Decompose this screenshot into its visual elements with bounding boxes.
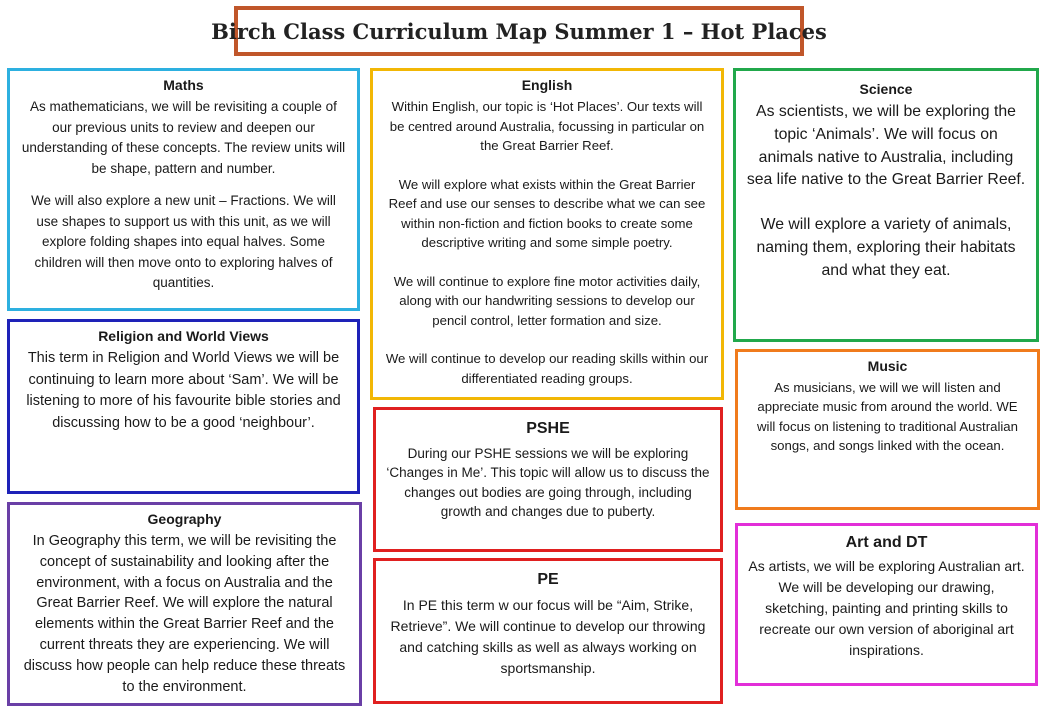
art-paragraph-1: As artists, we will be exploring Australian art. We will be developing our drawing, sketching, painting and printing skills to recreate our own version of aboriginal art inspirations. bbox=[748, 558, 1025, 658]
maths-heading: Maths bbox=[163, 77, 204, 93]
music-panel bbox=[735, 349, 1040, 510]
english-paragraph-2: We will explore what exists within the Great Barrier Reef and use our senses to describe what we can see within non-fiction and fiction books to create some descriptive writing and some simple poetry. bbox=[388, 176, 706, 250]
pe-heading: PE bbox=[537, 571, 559, 588]
maths-paragraph-1: As mathematicians, we will be revisiting a couple of our previous units to review and deepen our understanding of these concepts. The review units will be shape, pattern and number. bbox=[21, 99, 346, 176]
geography-paragraph-1: In Geography this term, we will be revisiting the concept of sustainability and looking after the environment, with a focus on Australia and the Great Barrier Reef. We will explore the natural elements within the Great Barrier Reef and the current threats they are experiencing. We will discuss how people can help reduce these threats to the environment. bbox=[23, 533, 346, 695]
pshe-paragraph-1: During our PSHE sessions we will be exploring ‘Changes in Me’. This topic will allow us to discuss the changes out bodies are going through, including growth and changes due to puberty. bbox=[386, 446, 710, 519]
art-heading: Art and DT bbox=[845, 534, 928, 551]
religion-world-views-panel bbox=[7, 319, 360, 494]
pshe-panel bbox=[373, 407, 723, 552]
rwv-heading: Religion and World Views bbox=[98, 328, 269, 344]
pe-panel bbox=[373, 558, 723, 704]
english-heading: English bbox=[521, 77, 573, 93]
pshe-heading: PSHE bbox=[526, 420, 570, 437]
science-paragraph-2: We will explore a variety of animals, naming them, exploring their habitats and what they eat. bbox=[756, 216, 1016, 279]
english-paragraph-4: We will continue to develop our reading skills within our differentiated reading groups. bbox=[385, 351, 709, 386]
page-title: Birch Class Curriculum Map Summer 1 – Hot Places bbox=[234, 6, 804, 56]
rwv-paragraph-1: This term in Religion and World Views we will be continuing to learn more about ‘Sam’. We will be listening to more of his favourite bible stories and discussing how to be a good ‘neighbour’. bbox=[26, 350, 341, 431]
science-paragraph-1: As scientists, we will be exploring the topic ‘Animals’. We will focus on animals native to Australia, including sea life native to the Great Barrier Reef. bbox=[746, 103, 1026, 189]
english-paragraph-3: We will continue to explore fine motor activities daily, along with our handwriting sessions to develop our pencil control, letter formation and size. bbox=[393, 273, 701, 328]
english-panel bbox=[370, 68, 724, 400]
science-panel bbox=[733, 68, 1039, 342]
maths-panel bbox=[7, 68, 360, 311]
pe-paragraph-1: In PE this term w our focus will be “Aim, Strike, Retrieve”. We will continue to develop our throwing and catching skills as well as always working on sportsmanship. bbox=[390, 597, 706, 676]
art-dt-panel bbox=[735, 523, 1038, 686]
science-heading: Science bbox=[859, 81, 913, 97]
english-paragraph-1: Within English, our topic is ‘Hot Places’. Our texts will be centred around Australia, focussing in particular on the Great Barrier Reef. bbox=[389, 99, 705, 153]
music-paragraph-1: As musicians, we will we will listen and appreciate music from around the world. WE will focus on listening to traditional Australian songs, and songs linked with the ocean. bbox=[757, 380, 1018, 454]
maths-paragraph-2: We will also explore a new unit – Fractions. We will use shapes to support us with this unit, as we will explore folding shapes into equal halves. Some children will then move onto to exploring halves of quantities. bbox=[31, 193, 336, 290]
music-heading: Music bbox=[867, 358, 908, 374]
geography-panel bbox=[7, 502, 362, 706]
geography-heading: Geography bbox=[147, 511, 222, 527]
